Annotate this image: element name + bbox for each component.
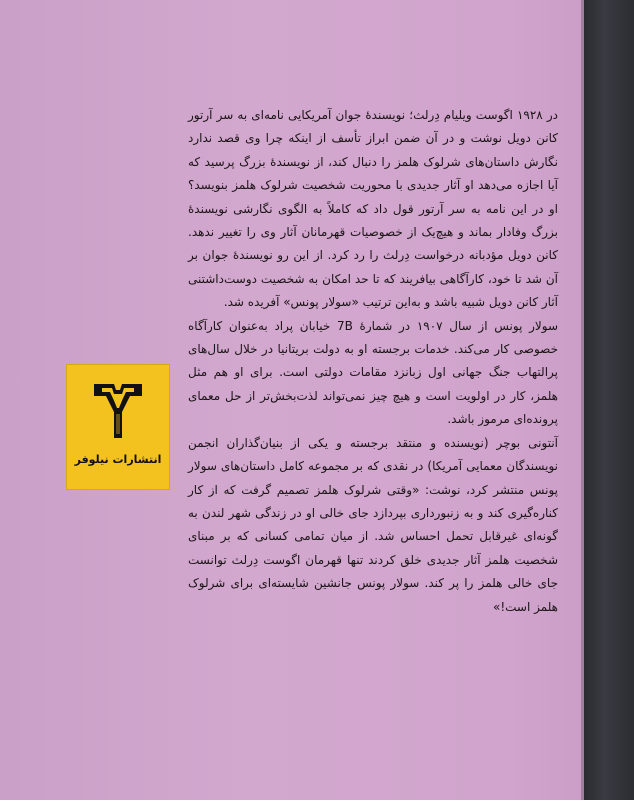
blurb-paragraph: آنتونی بوچر (نویسنده و منتقد برجسته و یکی از بنیان‌گذاران انجمن نویسندگان معمایی آمریکا) در نقدی که بر مجموعه کامل داستان‌های سولار پونس منتشر کرد، نوشت: «وقتی شرلوک هلمز تصمیم گرفت که از کار کناره‌گیری کند و به زنبورداری بپردازد جای خالی او در زندگی شهر لندن به گونه‌ای غیرقابل تحمل احساس شد. از میان تمامی کسانی که بر مبنای شخصیت هلمز آثار جدیدی خلق کردند تنها قهرمان اگوست دِرلث توانست جای خالی هلمز را پر کند. سولار پونس جانشین شایسته‌ای برای شرلوک هلمز است!» <box>188 435 558 614</box>
back-cover-blurb <box>188 104 558 619</box>
publisher-name: انتشارات نیلوفر <box>74 453 162 466</box>
nilufar-publisher-logo-icon <box>92 382 144 440</box>
blurb-paragraph: سولار پونس از سال ۱۹۰۷ در شمارهٔ 7B خیابان پراد به‌عنوان کارآگاه خصوصی کار می‌کند. خدمات برجسته او به دولت بریتانیا در خلال سال‌های پرالتهاب جنگ جهانی اول زبانزد مقامات دولتی است. برای او هم مثل هلمز، کار در اولویت است و هیچ چیز نمی‌تواند لذت‌بخش‌تر از حل معمای پرونده‌ای مرموز باشد. <box>188 318 558 427</box>
publisher-badge <box>66 364 170 490</box>
book-spine <box>584 0 634 800</box>
blurb-paragraph: در ۱۹۲۸ اگوست ویلیام دِرلث؛ نویسندهٔ جوان آمریکایی نامه‌ای به سر آرتور کانن دویل نوشت و در آن ضمن ابراز تأسف از اینکه چرا وی قصد ندارد نگارش داستان‌های شرلوک هلمز را دنبال کند، از نویسندهٔ بزرگ پرسید که آیا اجازه می‌دهد او آثار جدیدی با محوریت شخصیت شرلوک هلمز بنویسد؟ او در این نامه به سر آرتور قول داد که کاملاً به الگوی نگارشی نویسندهٔ بزرگ وفادار بماند و هیچ‌یک از خصوصیات قهرمانان آثار وی را تغییر ندهد. کانن دویل مؤدبانه درخواست دِرلث را رد کرد. از این رو نویسندهٔ جوان بر آن شد تا خود، کارآگاهی بیافریند که تا حد امکان به شخصیت دوست‌داشتنی آثار کانن دویل شبیه باشد و به‌این ترتیب «سولار پونس» آفریده شد. <box>188 108 558 310</box>
